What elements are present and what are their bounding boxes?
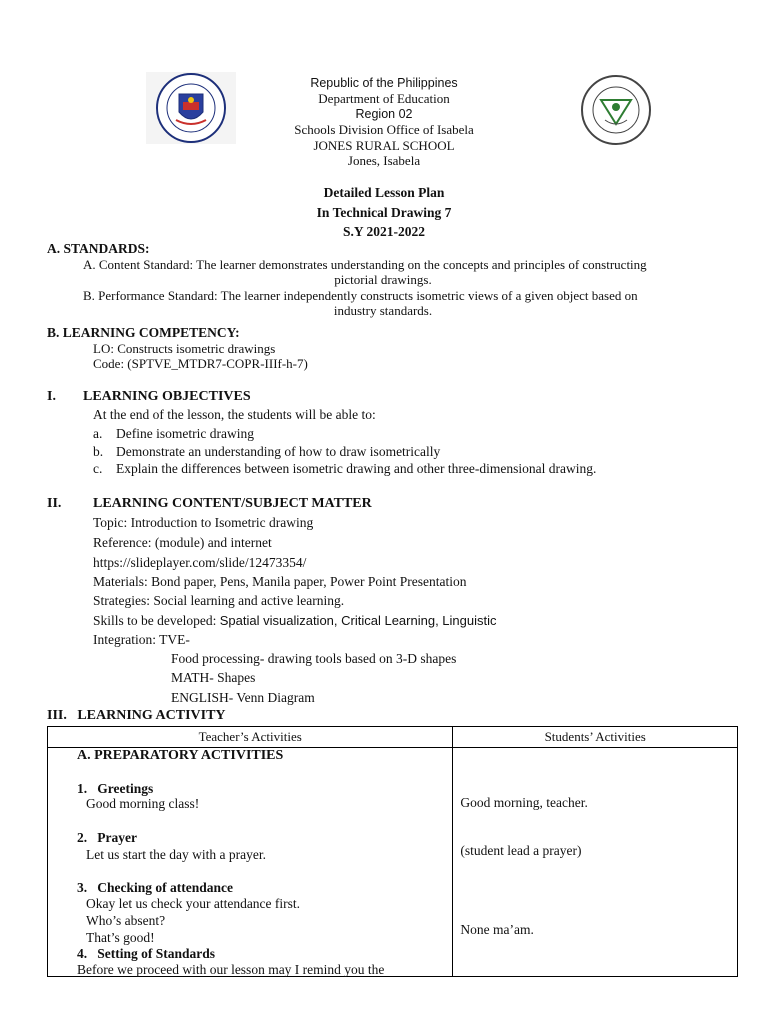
setting-standards-text: Before we proceed with our lesson may I remind you the <box>77 962 385 977</box>
content-materials: Materials: Bond paper, Pens, Manila paper, Power Point Presentation <box>93 574 467 589</box>
content-reference: Reference: (module) and internet <box>93 535 272 550</box>
title-line-1: Detailed Lesson Plan <box>323 185 445 200</box>
student-prayer: (student lead a prayer) <box>460 843 582 858</box>
content-integration: Integration: TVE- <box>93 632 190 647</box>
activity-table <box>47 726 738 977</box>
student-absent: None ma’am. <box>460 922 534 937</box>
col-students-header: Students’ Activities <box>453 727 738 748</box>
objectives-intro: At the end of the lesson, the students will be able to: <box>93 407 376 422</box>
content-standard-line1: A. Content Standard: The learner demonstrates understanding on the concepts and principles of constructing <box>83 257 647 272</box>
title-line-3: S.Y 2021-2022 <box>342 224 425 239</box>
greetings-text: Good morning class! <box>86 796 200 811</box>
student-greeting: Good morning, teacher. <box>460 795 588 810</box>
attendance-line-1: Okay let us check your attendance first. <box>86 896 301 911</box>
school-seal-icon <box>573 74 659 146</box>
header-line-republic: Republic of the Philippines <box>310 76 458 90</box>
header-line-school: JONES RURAL SCHOOL <box>313 138 455 153</box>
activity-heading: III. LEARNING ACTIVITY <box>47 708 226 723</box>
objectives-numeral: I. <box>47 389 56 404</box>
teacher-activities-cell <box>48 748 453 977</box>
objective-marker-c: c. <box>93 461 103 476</box>
objective-marker-b: b. <box>93 444 104 459</box>
performance-standard-line2: industry standards. <box>333 303 433 318</box>
content-skills-label: Skills to be developed: <box>93 613 220 628</box>
header-line-region: Region 02 <box>355 107 413 121</box>
col-teacher-header: Teacher’s Activities <box>48 727 453 748</box>
standards-heading: A. STANDARDS: <box>47 241 150 256</box>
content-strategies: Strategies: Social learning and active learning. <box>93 593 345 608</box>
title-line-2: In Technical Drawing 7 <box>316 205 452 220</box>
objective-item-a: Define isometric drawing <box>116 426 254 441</box>
header-line-division: Schools Division Office of Isabela <box>294 122 474 137</box>
prayer-text: Let us start the day with a prayer. <box>86 847 266 862</box>
prep-heading: A. PREPARATORY ACTIVITIES <box>77 748 284 763</box>
content-skills <box>93 613 497 629</box>
integration-item-english: ENGLISH- Venn Diagram <box>171 690 315 705</box>
activity-table-row <box>48 748 738 977</box>
content-heading: LEARNING CONTENT/SUBJECT MATTER <box>93 496 372 511</box>
content-numeral: II. <box>47 496 62 511</box>
objectives-heading: LEARNING OBJECTIVES <box>83 389 251 404</box>
objective-item-c: Explain the differences between isometric drawing and other three-dimensional drawing. <box>116 461 597 476</box>
prayer-title: 2. Prayer <box>77 830 137 845</box>
integration-item-math: MATH- Shapes <box>171 670 256 685</box>
performance-standard-line1: B. Performance Standard: The learner independently constructs isometric views of a given object based on <box>83 288 638 303</box>
content-standard-line2: pictorial drawings. <box>334 272 432 287</box>
student-activities-cell <box>453 748 738 977</box>
competency-code: Code: (SPTVE_MTDR7-COPR-IIIf-h-7) <box>93 356 308 371</box>
integration-item-food: Food processing- drawing tools based on 3-D shapes <box>171 651 457 666</box>
competency-heading: B. LEARNING COMPETENCY: <box>47 325 240 340</box>
header-line-address: Jones, Isabela <box>347 153 421 168</box>
objective-marker-a: a. <box>93 426 103 441</box>
attendance-line-3: That’s good! <box>86 930 155 945</box>
content-url[interactable]: https://slideplayer.com/slide/12473354/ <box>93 555 307 570</box>
content-topic: Topic: Introduction to Isometric drawing <box>93 515 314 530</box>
school-seal <box>573 74 659 146</box>
objective-item-b: Demonstrate an understanding of how to draw isometrically <box>116 444 441 459</box>
greetings-title: 1. Greetings <box>77 781 154 796</box>
setting-standards-title: 4. Setting of Standards <box>77 946 216 961</box>
attendance-title: 3. Checking of attendance <box>77 880 233 895</box>
competency-lo: LO: Constructs isometric drawings <box>93 341 276 356</box>
activity-table-header-row <box>48 727 738 748</box>
attendance-line-2: Who’s absent? <box>86 913 166 928</box>
content-skills-value: Spatial visualization, Critical Learning, Linguistic <box>219 613 497 628</box>
header-line-department: Department of Education <box>318 91 450 106</box>
